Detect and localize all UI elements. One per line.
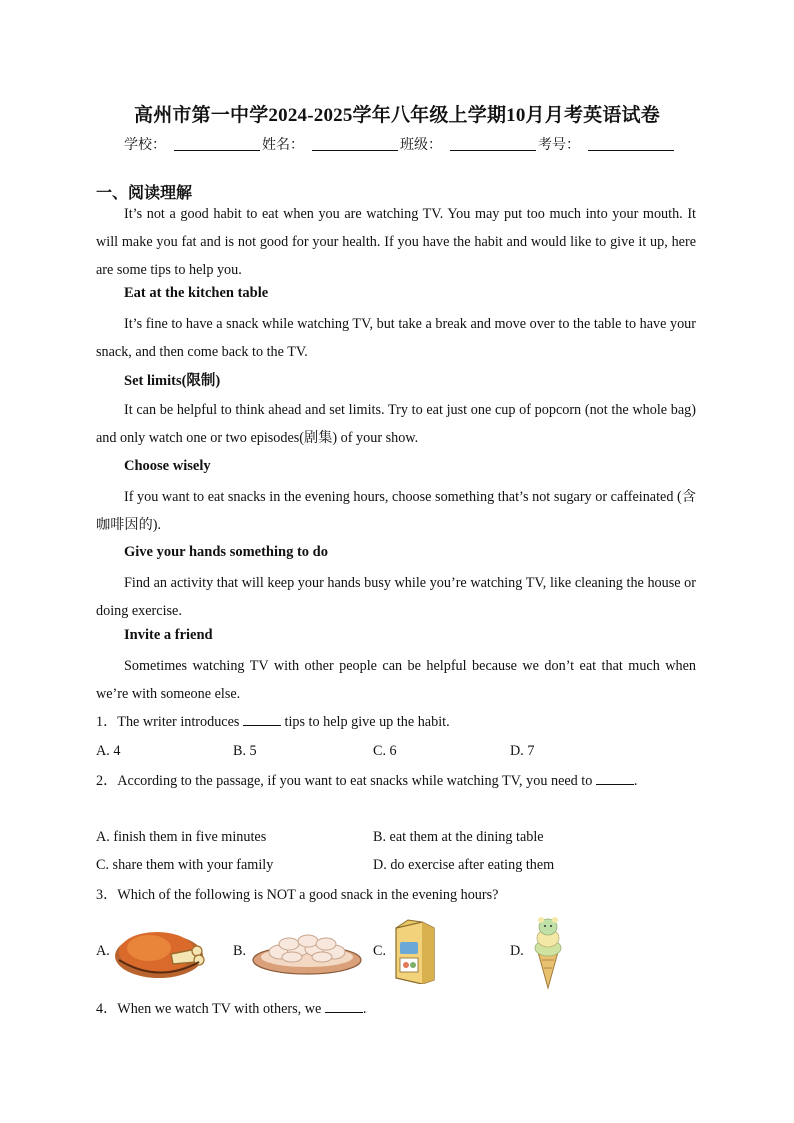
question-text: .: [362, 1001, 367, 1017]
milk-carton-image[interactable]: [392, 918, 438, 984]
question-4: [96, 995, 696, 1023]
option-d[interactable]: D.: [510, 943, 524, 959]
option-c[interactable]: C.: [373, 943, 387, 959]
question-2: [96, 767, 696, 795]
question-text: When we watch TV with others, we: [117, 1001, 325, 1017]
name-blank[interactable]: [312, 136, 398, 151]
tip-text: Sometimes watching TV with other people can be helpful because we don’t eat that much when we’re with someone else.: [96, 658, 696, 702]
option-a[interactable]: A. finish them in five minutes: [96, 829, 267, 845]
school-label: 学校：: [124, 137, 166, 153]
exam-number-blank[interactable]: [588, 136, 674, 151]
option-c[interactable]: C. share them with your family: [96, 857, 274, 873]
class-blank[interactable]: [450, 136, 536, 151]
tip-heading: Give your hands something to do: [124, 544, 328, 560]
intro-paragraph: It’s not a good habit to eat when you are watching TV. You may put too much into your mouth. It will make you fat and is not good for your health. If you have the habit and would like to give it up, here are some tips to help you.: [96, 206, 696, 278]
question-3: [96, 881, 696, 909]
name-label: 姓名：: [262, 137, 304, 153]
page-title: 高州市第一中学2024-2025学年八年级上学期10月月考英语试卷: [134, 105, 660, 126]
tip-text: Find an activity that will keep your hands busy while you’re watching TV, like cleaning the house or doing exercise.: [96, 575, 696, 619]
class-label: 班级：: [400, 137, 442, 153]
option-a[interactable]: A.: [96, 943, 110, 959]
option-d[interactable]: D. do exercise after eating them: [373, 857, 555, 873]
ice-cream-cone-image[interactable]: [530, 916, 566, 990]
question-text: Which of the following is NOT a good snack in the evening hours?: [117, 887, 499, 903]
question-text: The writer introduces: [117, 714, 243, 730]
question-number: 3．: [96, 887, 118, 903]
roast-chicken-leg-image[interactable]: [113, 920, 205, 980]
option-b[interactable]: B. 5: [233, 743, 257, 759]
option-b[interactable]: B.: [233, 943, 247, 959]
tip-heading: Invite a friend: [124, 627, 213, 643]
dumplings-plate-image[interactable]: [252, 922, 362, 976]
option-d[interactable]: D. 7: [510, 743, 535, 759]
question-text: According to the passage, if you want to eat snacks while watching TV, you need to: [117, 773, 596, 789]
question-number: 4．: [96, 1001, 118, 1017]
answer-blank[interactable]: [596, 772, 634, 785]
section-heading: 一、阅读理解: [96, 183, 193, 202]
tip-heading: Eat at the kitchen table: [124, 285, 269, 301]
question-text: tips to help give up the habit.: [280, 714, 450, 730]
tip-heading: Choose wisely: [124, 458, 211, 474]
tip-text: It can be helpful to think ahead and set limits. Try to eat just one cup of popcorn (not the whole bag) and only watch one or two episodes(剧集) of your show.: [96, 402, 696, 446]
question-number: 2．: [96, 773, 118, 789]
school-blank[interactable]: [174, 136, 260, 151]
option-c[interactable]: C. 6: [373, 743, 397, 759]
tip-text: If you want to eat snacks in the evening hours, choose something that’s not sugary or caffeinated (含咖啡因的).: [96, 489, 696, 533]
question-number: 1．: [96, 714, 118, 730]
exam-number-label: 考号：: [538, 137, 580, 153]
answer-blank[interactable]: [325, 1000, 363, 1013]
student-info-row: [124, 134, 676, 154]
answer-blank[interactable]: [243, 713, 281, 726]
question-1: [96, 708, 696, 736]
option-b[interactable]: B. eat them at the dining table: [373, 829, 544, 845]
tip-heading: Set limits(限制): [124, 373, 221, 389]
question-text: .: [633, 773, 638, 789]
tip-text: It’s fine to have a snack while watching TV, but take a break and move over to the table to have your snack, and then come back to the TV.: [96, 316, 696, 360]
option-a[interactable]: A. 4: [96, 743, 121, 759]
